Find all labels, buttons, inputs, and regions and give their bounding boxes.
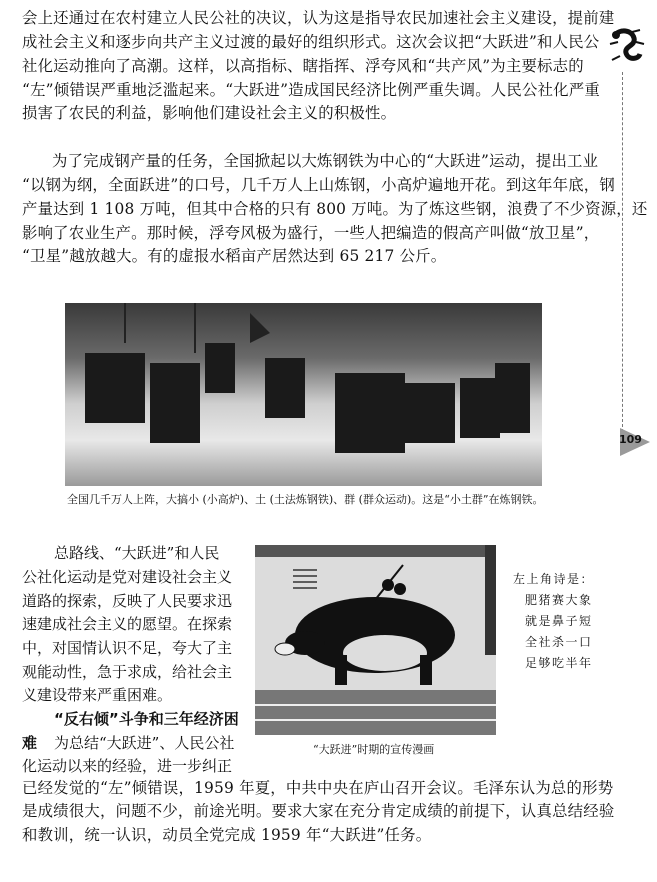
text-line: 中，对国情认识不足，夸大了主: [22, 639, 233, 657]
text-line: 成社会主义和逐步向共产主义过渡的最好的组织形式。这次会议把“大跃进”和人民公: [22, 33, 600, 51]
text-line: 公社化运动是党对建设社会主义: [22, 568, 233, 586]
poem-intro: 左上角诗是：: [513, 572, 595, 586]
text-line: 义建设带来严重困难。: [22, 686, 173, 704]
photo-caption: 全国几千万人上阵，大搞小 (小高炉)、土 (土法炼钢铁)、群 (群众运动)。这是“小土群”在炼钢铁。: [67, 493, 544, 506]
propaganda-cartoon: [255, 545, 496, 735]
pig-cartoon: [255, 545, 496, 735]
text-line: 影响了农业生产。那时候，浮夸风极为盛行，一些人把编造的假高产叫做“放卫星”，: [22, 224, 600, 242]
text-line: 观能动性，急于求成，给社会主: [22, 663, 233, 681]
text-line: 已经发觉的“左”倾错误，1959 年夏，中共中央在庐山召开会议。毛泽东认为总的形势: [22, 779, 614, 797]
text-line: 总路线、“大跃进”和人民: [54, 544, 220, 562]
page-number: 109: [619, 433, 642, 446]
photo-scene: [65, 303, 542, 486]
text-line: 会上还通过在农村建立人民公社的决议，认为这是指导农民加速社会主义建设，提前建: [22, 9, 615, 27]
text-line: 是成绩很大，问题不少，前途光明。要求大家在充分肯定成绩的前提下，认真总结经验: [22, 802, 615, 820]
text-line: 损害了农民的利益，影响他们建设社会主义的积极性。: [22, 104, 397, 122]
text-line: 为了完成钢产量的任务，全国掀起以大炼钢铁为中心的“大跃进”运动，提出工业: [52, 152, 599, 170]
poem-line: 足够吃半年: [525, 656, 593, 670]
text-line: 速建成社会主义的愿望。在探索: [22, 615, 233, 633]
text-line: 产量达到 1 108 万吨，但其中合格的只有 800 万吨。为了炼这些钢，浪费了不少资源，还: [22, 200, 648, 218]
text-line: 社化运动推向了高潮。这样，以高指标、瞎指挥、浮夸风和“共产风”为主要标志的: [22, 57, 584, 75]
dragon-icon: [606, 26, 648, 68]
margin-dashed-line: [622, 72, 623, 432]
section-heading: “反右倾”斗争和三年经济困: [54, 710, 239, 728]
text-line: 化运动以来的经验，进一步纠正: [22, 757, 233, 775]
text-line: “卫星”越放越大。有的虚报水稻亩产居然达到 65 217 公斤。: [22, 247, 447, 265]
text-line: 道路的探索，反映了人民要求迅: [22, 592, 233, 610]
text-line: 为总结“大跃进”、人民公社: [54, 734, 235, 752]
poem-line: 全社杀一口: [525, 635, 593, 649]
poem-line: 就是鼻子短: [525, 614, 593, 628]
text-line: 和教训，统一认识，动员全党完成 1959 年“大跃进”任务。: [22, 826, 432, 844]
text-line: “以钢为纲，全面跃进”的口号，几千万人上山炼钢，小高炉遍地开花。到这年年底，钢: [22, 176, 615, 194]
text-line: “左”倾错误严重地泛滥起来。“大跃进”造成国民经济比例严重失调。人民公社化严重: [22, 81, 600, 99]
steelmaking-photo: [65, 303, 542, 486]
cartoon-caption: “大跃进”时期的宣传漫画: [313, 743, 435, 756]
section-heading-end: 难: [22, 734, 38, 752]
poem-line: 肥猪赛大象: [525, 593, 593, 607]
